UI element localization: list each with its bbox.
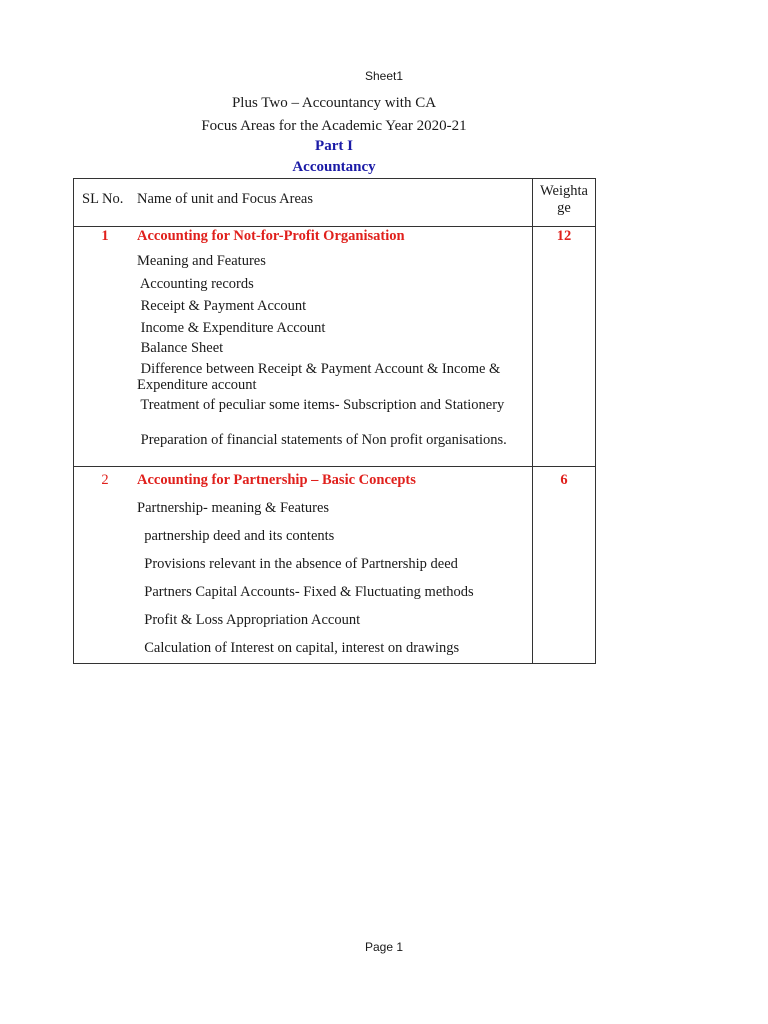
focus-area-item: Difference between Receipt & Payment Account & Income & Expenditure account xyxy=(137,361,504,393)
part-heading: Part I xyxy=(315,138,353,154)
focus-area-item: Partnership- meaning & Features xyxy=(137,500,330,516)
focus-area-item: partnership deed and its contents xyxy=(137,528,335,544)
header-weightage-line2: ge xyxy=(557,200,571,216)
focus-area-item: Receipt & Payment Account xyxy=(137,298,307,314)
unit-title: Accounting for Partnership – Basic Concepts xyxy=(137,472,416,488)
focus-area-item: Balance Sheet xyxy=(137,340,224,356)
column-divider xyxy=(532,178,533,663)
focus-area-item: Meaning and Features xyxy=(137,253,266,269)
unit-divider xyxy=(73,466,596,467)
page-number: Page 1 xyxy=(364,940,404,954)
unit-sl-no: 1 xyxy=(101,228,109,244)
focus-area-item: Treatment of peculiar some items- Subscription and Stationery xyxy=(137,397,505,413)
header-divider xyxy=(73,226,596,227)
unit-weightage: 6 xyxy=(560,472,568,488)
sheet-label: Sheet1 xyxy=(364,69,404,83)
focus-area-item: Calculation of Interest on capital, interest on drawings xyxy=(137,640,460,656)
focus-area-item: Provisions relevant in the absence of Partnership deed xyxy=(137,556,458,572)
unit-title: Accounting for Not-for-Profit Organisation xyxy=(137,228,405,244)
document-subtitle: Focus Areas for the Academic Year 2020-21 xyxy=(201,118,467,134)
unit-sl-no: 2 xyxy=(101,472,109,488)
unit-weightage: 12 xyxy=(556,228,572,244)
header-weightage-line1: Weighta xyxy=(540,183,588,199)
subject-heading: Accountancy xyxy=(292,159,376,175)
header-sl-no: SL No. xyxy=(82,191,124,207)
focus-area-item: Accounting records xyxy=(137,276,254,292)
header-unit-name: Name of unit and Focus Areas xyxy=(137,191,313,207)
focus-area-item: Partners Capital Accounts- Fixed & Fluctuating methods xyxy=(137,584,474,600)
focus-area-item: Income & Expenditure Account xyxy=(137,320,326,336)
document-title: Plus Two – Accountancy with CA xyxy=(231,95,437,111)
focus-area-item: Preparation of financial statements of Non profit organisations. xyxy=(137,432,507,448)
focus-area-item: Profit & Loss Appropriation Account xyxy=(137,612,361,628)
